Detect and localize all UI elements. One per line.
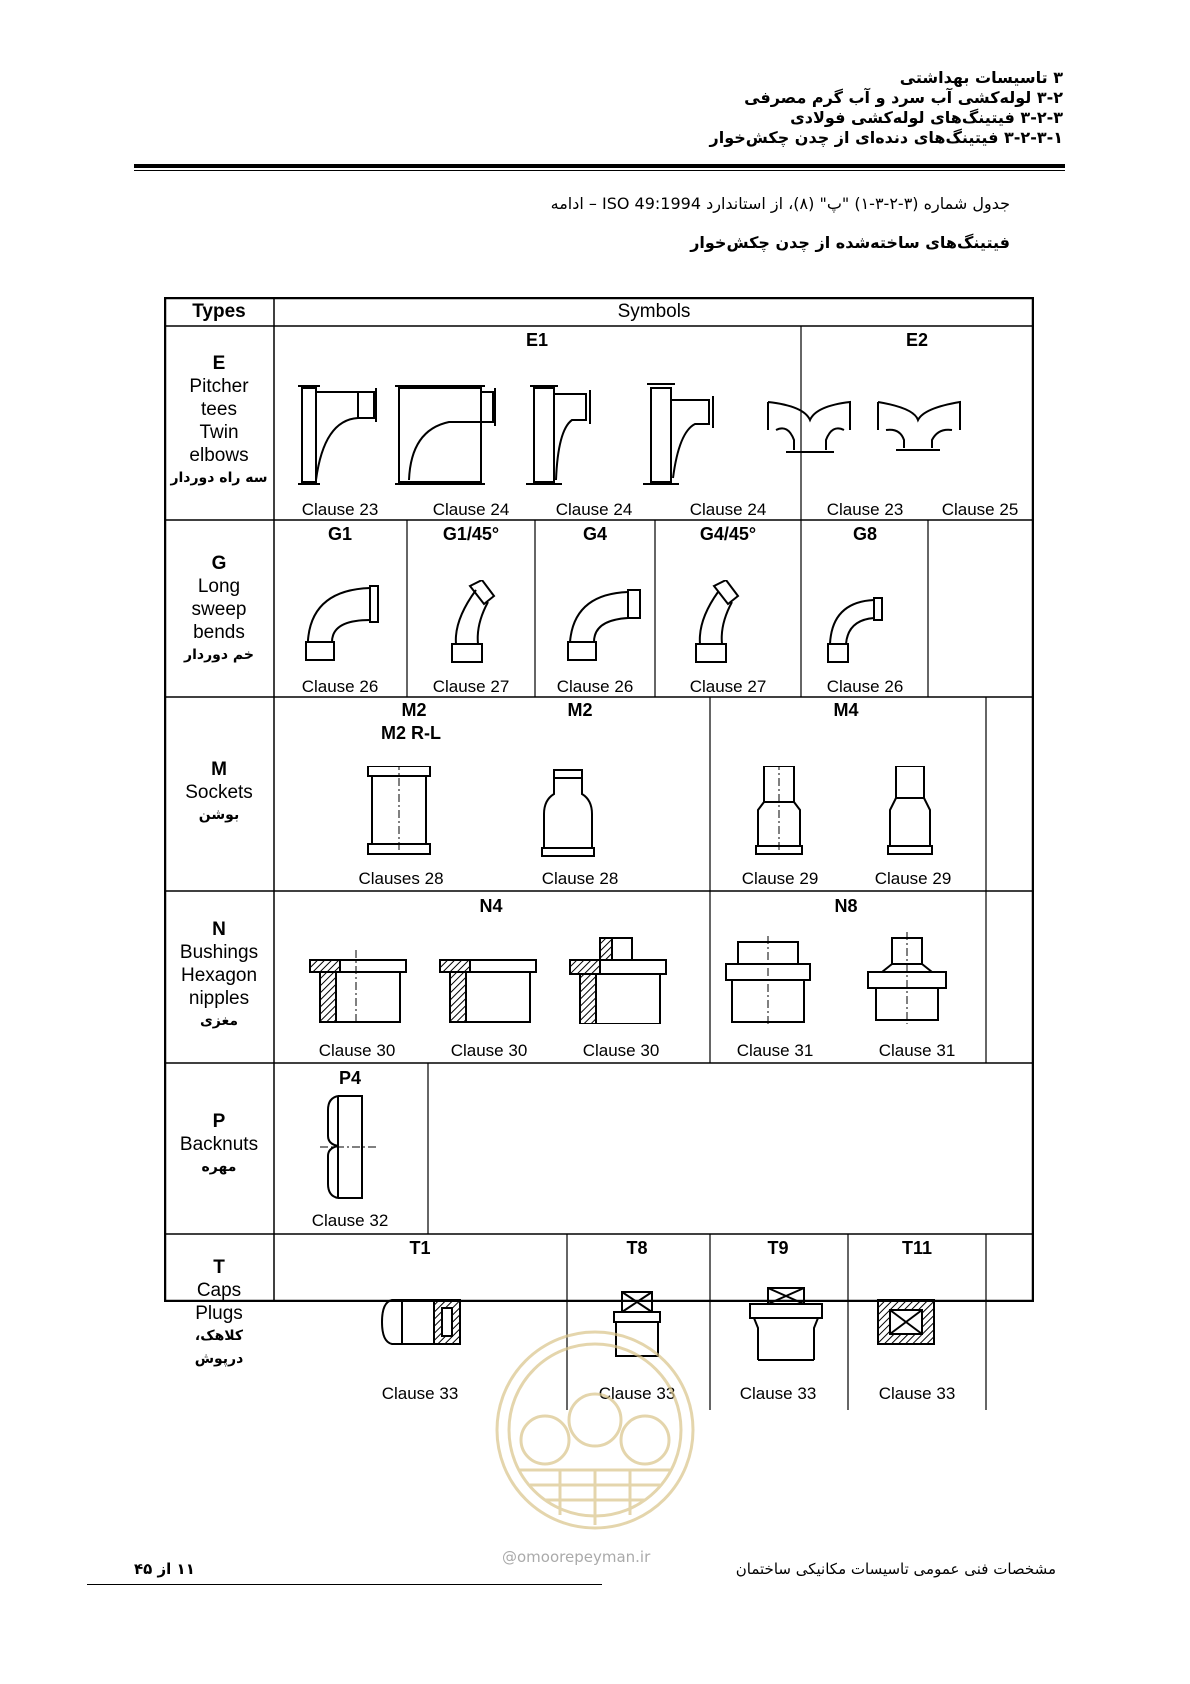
type-cell-G [166,552,272,667]
symbol-code: P4 [338,1068,362,1088]
type-name: Sockets [185,782,253,803]
type-letter: P [212,1111,226,1132]
clause-label: Clause 32 [311,1211,389,1230]
type-name: Twin [199,422,239,443]
socket-figures [274,766,974,858]
type-name: Long [197,576,241,597]
clause-label: Clause 27 [689,677,767,696]
symbol-code: G1 [327,524,353,544]
symbol-code: M2 [567,700,593,720]
watermark-seal [490,1320,700,1540]
type-cell-M [166,758,272,827]
type-cell-E [166,352,272,490]
hexagon-nipple-icon [726,936,810,1024]
clause-label: Clause 23 [301,500,379,519]
header-chapter: ۳ تاسیسات بهداشتی [899,68,1063,87]
type-name: elbows [189,445,249,466]
pitcher-tee-figures [274,370,1034,490]
clause-label: Clause 29 [874,869,952,888]
clause-label: Clause 26 [556,677,634,696]
symbol-code: N8 [834,896,858,916]
type-name: tees [201,399,237,420]
types-column-header: Types [192,301,246,322]
type-name: sweep [191,599,247,620]
type-name-persian: خم دوردار [184,647,254,663]
socket-icon [368,766,430,858]
clause-label: Clause 27 [432,677,510,696]
symbol-code: M2 R-L [381,723,441,743]
table-subtitle: فیتینگ‌های ساخته‌شده از چدن چکش‌خوار [690,233,1010,252]
symbol-code: M4 [833,700,859,720]
type-name: Hexagon [180,965,258,986]
symbol-code: T11 [901,1238,933,1258]
document-header [710,68,1063,148]
symbol-code: T1 [409,1238,431,1258]
clause-label: Clause 26 [301,677,379,696]
type-name-persian: درپوش [194,1351,244,1367]
bushing-figures [274,924,974,1024]
clause-label: Clause 33 [739,1384,817,1403]
type-name-persian: سه راه دوردار [170,470,268,486]
clause-label: Clause 30 [582,1041,660,1060]
backnut-icon [320,1096,378,1198]
header-subsubsection: ۳-۲-۳-۱ فیتینگ‌های دنده‌ای از چدن چکش‌خوار [709,128,1063,147]
type-cell-T [166,1256,272,1371]
clause-label: Clauses 28 [358,869,444,888]
table-caption: جدول شماره (۳-۲-۳-۱) "پ" (۸)، از استاندارد ISO 49:1994 – ادامه [550,194,1010,213]
long-bend-icon [306,586,378,660]
clause-label: Clause 33 [598,1384,676,1403]
symbol-code: T9 [767,1238,789,1258]
type-letter: G [211,553,227,574]
type-name-persian: مغزی [199,1013,239,1029]
clause-label: Clause 25 [941,500,1019,519]
symbol-code: T8 [626,1238,648,1258]
type-cell-P [166,1110,272,1179]
type-letter: N [212,919,226,940]
symbols-column-header: Symbols [617,301,691,322]
clause-label: Clause 24 [432,500,510,519]
clause-label: Clause 30 [450,1041,528,1060]
symbol-code: E2 [905,330,929,350]
clause-label: Clause 30 [318,1041,396,1060]
clause-label: Clause 28 [541,869,619,888]
symbol-code: M2 [401,700,427,720]
header-rule-thick [134,164,1065,168]
clause-label: Clause 26 [826,677,904,696]
type-name-persian: کلاهک، [194,1328,244,1344]
header-section: ۳-۲ لوله‌کشی آب سرد و آب گرم مصرفی [744,88,1063,107]
clause-label: Clause 31 [736,1041,814,1060]
type-name: bends [193,622,245,643]
type-name: Plugs [195,1303,243,1324]
footer-rule [87,1584,602,1585]
watermark-url: @omoorepeyman.ir [502,1548,651,1566]
symbol-code: G4 [582,524,608,544]
clause-label: Clause 29 [741,869,819,888]
type-letter: E [212,353,226,374]
type-name: Pitcher [189,376,249,397]
male-female-socket-icon [756,766,802,858]
cap-icon [382,1300,460,1344]
clause-label: Clause 33 [878,1384,956,1403]
reducing-socket-icon [542,770,594,856]
clause-label: Clause 33 [381,1384,459,1403]
symbol-code: E1 [525,330,549,350]
type-cell-N [166,918,272,1033]
footer-title: مشخصات فنی عمومی تاسیسات مکانیکی ساختمان [735,1560,1056,1578]
type-name: nipples [188,988,250,1009]
clause-label: Clause 24 [555,500,633,519]
pitcher-tee-icon [298,386,376,484]
type-name: Backnuts [179,1134,259,1155]
clause-label: Clause 31 [878,1041,956,1060]
clause-label: Clause 23 [826,500,904,519]
symbol-code: G1/45° [442,524,500,544]
type-name-persian: مهره [201,1159,237,1175]
symbol-code: G8 [852,524,878,544]
page-number: ۱۱ از ۴۵ [134,1560,195,1578]
bend-figures [274,580,894,670]
type-name-persian: بوشن [198,807,240,823]
header-rule-thin [134,170,1065,171]
symbol-code: N4 [479,896,503,916]
header-subsection: ۳-۲-۳ فیتینگ‌های لوله‌کشی فولادی [790,108,1063,127]
bushing-icon [310,950,406,1024]
type-name: Caps [196,1280,242,1301]
type-letter: M [211,759,227,780]
type-name: Bushings [179,942,259,963]
backnut-figure [320,1092,380,1206]
clause-label: Clause 24 [689,500,767,519]
symbol-code: G4/45° [699,524,757,544]
type-letter: T [213,1257,225,1278]
